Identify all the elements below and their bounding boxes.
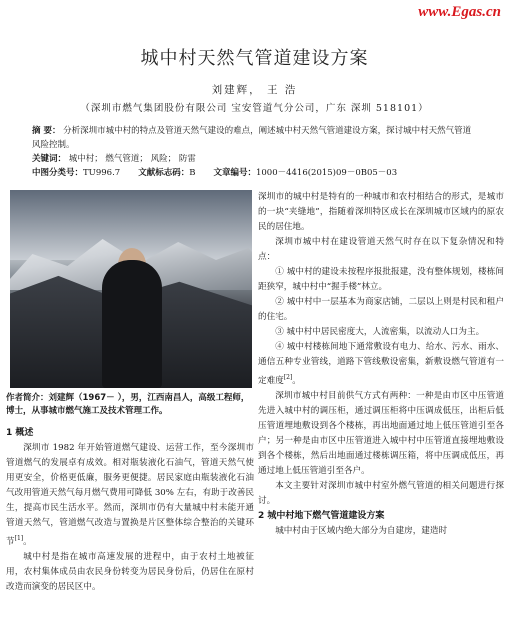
right-column (258, 190, 504, 539)
article-no-label: 文章编号： (213, 168, 256, 178)
abstract-block (32, 124, 472, 180)
left-column (6, 426, 254, 595)
list-item-text: ④ 城中村楼栋间地下通常敷设有电力、给水、污水、雨水、通信五种专业管线，道路下管线敷设密集，新敷设燃气管道有一定难度 (258, 342, 504, 386)
article-no-value: 1000－4416(2015)09－0B05－03 (255, 168, 398, 178)
list-item: ② 城中村中一层基本为商家店铺，二层以上则是村民和租户的住宅。 (258, 297, 504, 322)
abstract (32, 124, 472, 152)
section-heading-1: 1 概述 (6, 428, 34, 438)
affiliation: （深圳市燃气集团股份有限公司 宝安管道气分公司，广东 深圳 518101） (80, 103, 429, 114)
paper-title: 城中村天然气管道建设方案 (140, 48, 369, 69)
list-item: ③ 城中村中居民密度大，人流密集，以流动人口为主。 (275, 327, 485, 337)
list-item: ① 城中村的建设未按程序报批报建，没有整体规划，楼栋间距狭窄，城中村中“握手楼”林立。 (258, 267, 504, 292)
watermark: www.Egas.cn (418, 4, 501, 20)
paragraph (6, 441, 254, 550)
abstract-label: 摘 要： (32, 126, 61, 136)
citation: [2] (283, 374, 293, 381)
paragraph: 本文主要针对深圳市城中村室外燃气管道的相关问题进行探讨。 (258, 480, 504, 506)
doc-code-value: B (189, 168, 196, 178)
keywords (32, 152, 472, 166)
paragraph: 深圳市的城中村是特有的一种城市和农村相结合的形式，是城市的一块“夹缝地”，指随着深圳特区成长在深圳城市区域内的原农民的居住地。 (258, 192, 504, 232)
doc-code-label: 文献标志码： (138, 168, 190, 178)
keywords-label: 关键词： (32, 154, 67, 164)
classification-row (32, 166, 472, 180)
keywords-text: 城中村； 燃气管道； 风险； 防雷 (68, 154, 196, 164)
list-item (258, 340, 504, 389)
paragraph-text: 深圳市 1982 年开始管道燃气建设、运营工作，至今深圳市管道燃气的发展卓有成效。相对瓶装液化石油气，管道天然气使用更安全，价格更低廉，服务更便捷。居民家庭由瓶装液化石油气改用管道天然气每月燃气费用可降低 30% 左右，有助于改善民生，提高市民生活水平。然而，深圳市仍有大量城中村未能开通管道天然气，管道燃气改造与置换是片区整体综合整治的关键环节 (6, 443, 255, 547)
paragraph: 城中村是指在城市高速发展的进程中，由于农村土地被征用，农村集体成员由农民身份转变为居民身份后，仍居住在原村改造而演变的居民区中。 (6, 551, 254, 592)
list-item-end: 。 (292, 375, 301, 386)
clc-value: TU996.7 (83, 168, 121, 178)
author-bio: 作者简介：刘建辉（1967－ ），男，江西南昌人，高级工程师，博士，从事城市燃气施工及技术管理工作。 (6, 393, 250, 416)
abstract-text: 分析深圳市城中村的特点及管道天然气建设的难点，阐述城中村天然气管道建设方案，探讨城中村天然气管道风险控制。 (32, 126, 472, 150)
paragraph: 城中村由于区域内绝大部分为自建房，建造时 (275, 525, 448, 536)
photo-person-body (102, 260, 162, 388)
paragraph-end: 。 (23, 536, 32, 547)
author-photo (10, 190, 252, 388)
section-heading-2: 2 城中村地下燃气管道建设方案 (258, 510, 385, 521)
paragraph: 深圳市城中村目前供气方式有两种：一种是由市区中压管道先进入城中村的调压柜，通过调压柜将中压调成低压，出柜后低压管道埋地敷设到各个楼栋，再出地面通过地上低压管道引至各户；另一种是由市区中压管道进入城中村中压管道直接埋地敷设到各个楼栋，然后出地面通过楼栋调压箱，将中压调成低压，再通过地上低压管道引至各户。 (258, 390, 504, 476)
clc-label: 中图分类号： (32, 168, 84, 178)
authors: 刘建辉， 王 浩 (211, 84, 298, 96)
citation: [1] (14, 535, 24, 542)
paragraph: 深圳市城中村在建设管道天然气时存在以下复杂情况和特点： (258, 237, 504, 262)
